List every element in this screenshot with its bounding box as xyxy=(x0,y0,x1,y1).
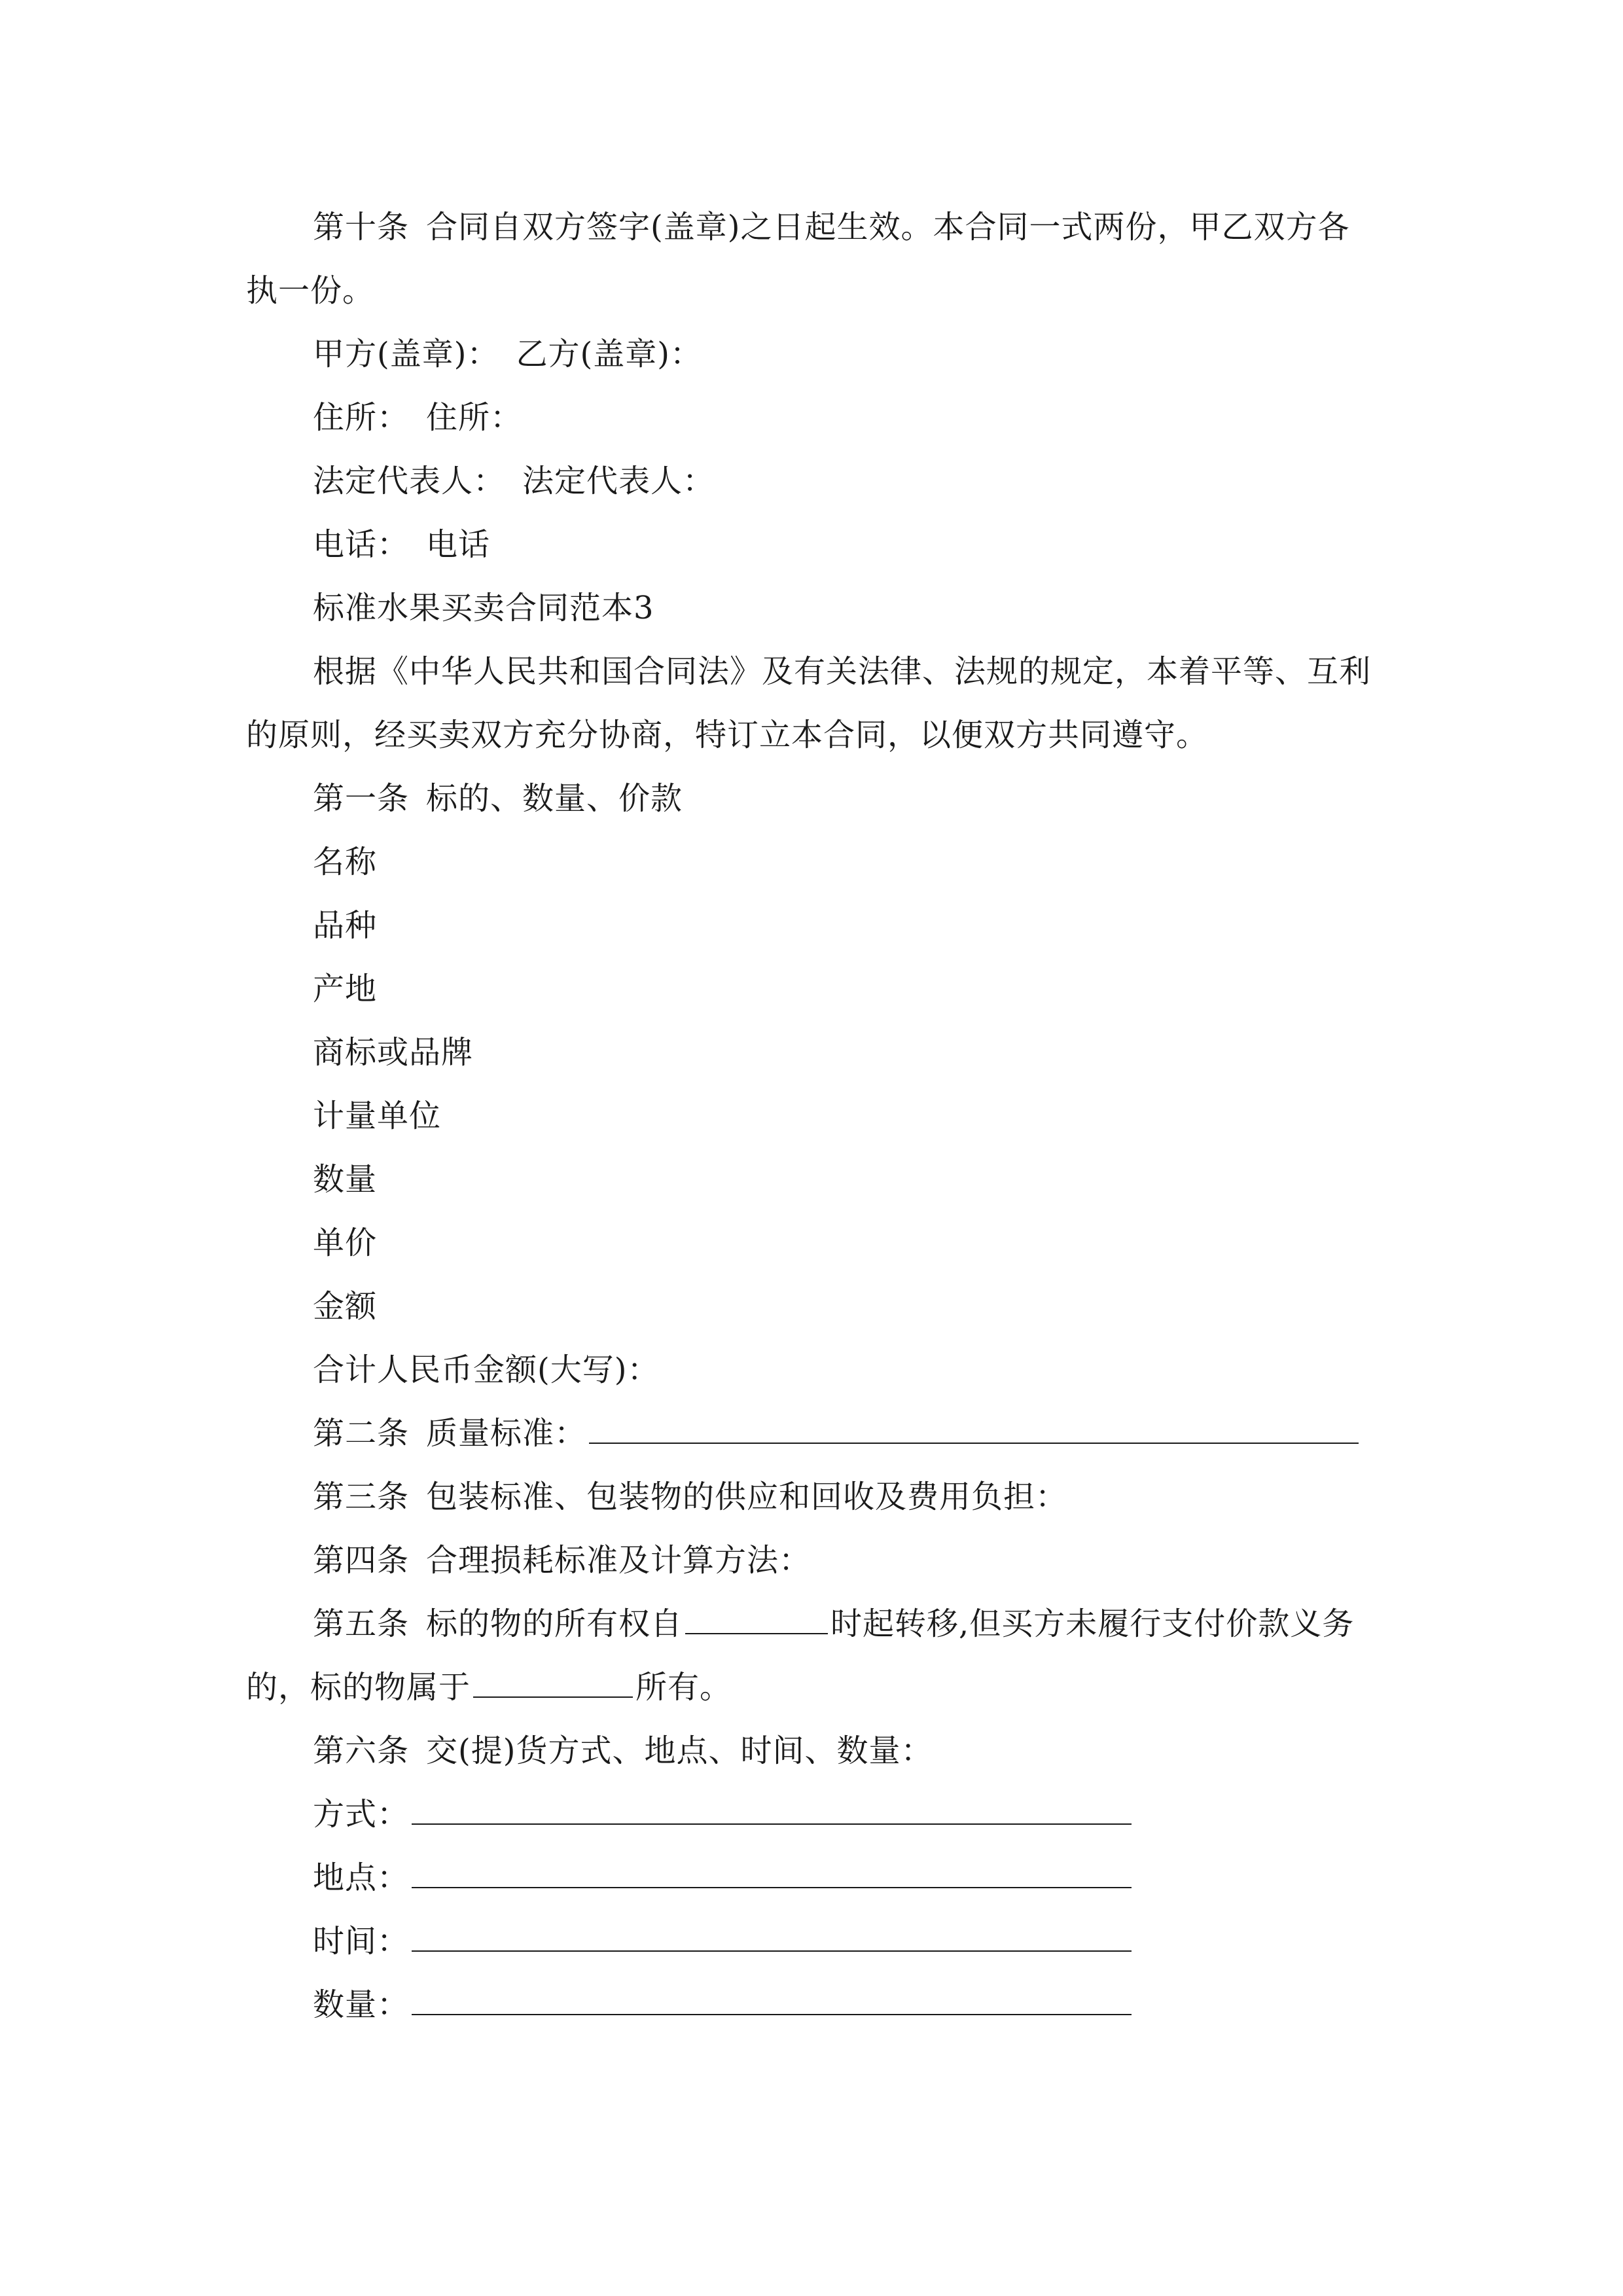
item-unit-price: 单价 xyxy=(313,1225,378,1261)
article-1-line xyxy=(313,779,683,818)
delivery-time-row xyxy=(313,1922,1132,1961)
address-b-label: 住所： xyxy=(426,399,523,436)
intro-line-1: 根据《中华人民共和国合同法》及有关法律、法规的规定，本着平等、互利 xyxy=(313,653,1372,690)
delivery-method-row xyxy=(313,1795,1132,1834)
article-5-line-1 xyxy=(313,1604,1354,1643)
total-amount-line: 合计人民币金额(大写)： xyxy=(313,1352,660,1388)
quality-standard-blank[interactable] xyxy=(589,1416,1359,1444)
article-3-text: 包装标准、包装物的供应和回收及费用负担： xyxy=(426,1479,1068,1515)
delivery-place-blank[interactable] xyxy=(412,1861,1132,1888)
article-10-text: 合同自双方签字(盖章)之日起生效。本合同一式两份，甲乙双方各 xyxy=(426,209,1350,245)
item-name: 名称 xyxy=(313,844,378,880)
article-3-line xyxy=(313,1477,1067,1516)
sign-representative-row xyxy=(313,461,715,501)
item-amount: 金额 xyxy=(313,1288,378,1325)
party-b-label: 乙方(盖章)： xyxy=(516,336,702,372)
article-6-line xyxy=(313,1731,933,1770)
article-6-text: 交(提)货方式、地点、时间、数量： xyxy=(426,1732,933,1769)
article-5-text-b: 时起转移,但买方未履行支付价款义务 xyxy=(830,1605,1355,1642)
item-brand: 商标或品牌 xyxy=(313,1034,474,1071)
address-a-label: 住所： xyxy=(313,399,410,436)
article-5-line-2 xyxy=(246,1668,732,1707)
article-5-text-a: 标的物的所有权自 xyxy=(426,1605,683,1642)
article-6-title: 第六条 xyxy=(313,1732,410,1769)
sign-phone-row xyxy=(313,525,490,564)
article-4-text: 合理损耗标准及计算方法： xyxy=(426,1542,812,1579)
delivery-method-label: 方式： xyxy=(313,1796,410,1833)
intro-line-2: 的原则，经买卖双方充分协商，特订立本合同，以便双方共同遵守。 xyxy=(246,717,1209,753)
item-variety: 品种 xyxy=(313,907,378,944)
representative-a-label: 法定代表人： xyxy=(313,463,506,499)
article-4-title: 第四条 xyxy=(313,1542,410,1579)
article-1-title: 第一条 xyxy=(313,780,410,817)
article-2-title: 第二条 xyxy=(313,1415,410,1452)
article-2-line xyxy=(313,1414,1359,1453)
delivery-quantity-row xyxy=(313,1985,1132,2024)
article-5-text-c: 的，标的物属于 xyxy=(246,1669,471,1706)
delivery-place-label: 地点： xyxy=(313,1859,410,1896)
article-3-title: 第三条 xyxy=(313,1479,410,1515)
article-10-line-2: 执一份。 xyxy=(246,272,375,309)
contract-heading: 标准水果买卖合同范本3 xyxy=(313,590,654,626)
phone-a-label: 电话： xyxy=(313,526,410,563)
article-4-line xyxy=(313,1541,811,1580)
sign-party-row xyxy=(313,334,702,374)
sign-address-row xyxy=(313,398,522,437)
representative-b-label: 法定代表人： xyxy=(522,463,715,499)
article-2-text: 质量标准： xyxy=(426,1415,587,1452)
article-5-title: 第五条 xyxy=(313,1605,410,1642)
delivery-time-blank[interactable] xyxy=(412,1924,1132,1952)
article-5-text-d: 所有。 xyxy=(635,1669,732,1706)
delivery-method-blank[interactable] xyxy=(412,1797,1132,1825)
ownership-time-blank[interactable] xyxy=(685,1607,828,1634)
article-10-title: 第十条 xyxy=(313,209,410,245)
item-quantity: 数量 xyxy=(313,1161,378,1198)
phone-b-label: 电话 xyxy=(426,526,491,563)
delivery-quantity-label: 数量： xyxy=(313,1986,410,2023)
article-10-line-1 xyxy=(313,207,1349,247)
party-a-label: 甲方(盖章)： xyxy=(313,336,499,372)
delivery-time-label: 时间： xyxy=(313,1923,410,1960)
article-1-text: 标的、数量、价款 xyxy=(426,780,683,817)
item-unit: 计量单位 xyxy=(313,1098,442,1134)
delivery-quantity-blank[interactable] xyxy=(412,1988,1132,2015)
item-origin: 产地 xyxy=(313,971,378,1007)
delivery-place-row xyxy=(313,1858,1132,1897)
ownership-party-blank[interactable] xyxy=(473,1670,633,1698)
